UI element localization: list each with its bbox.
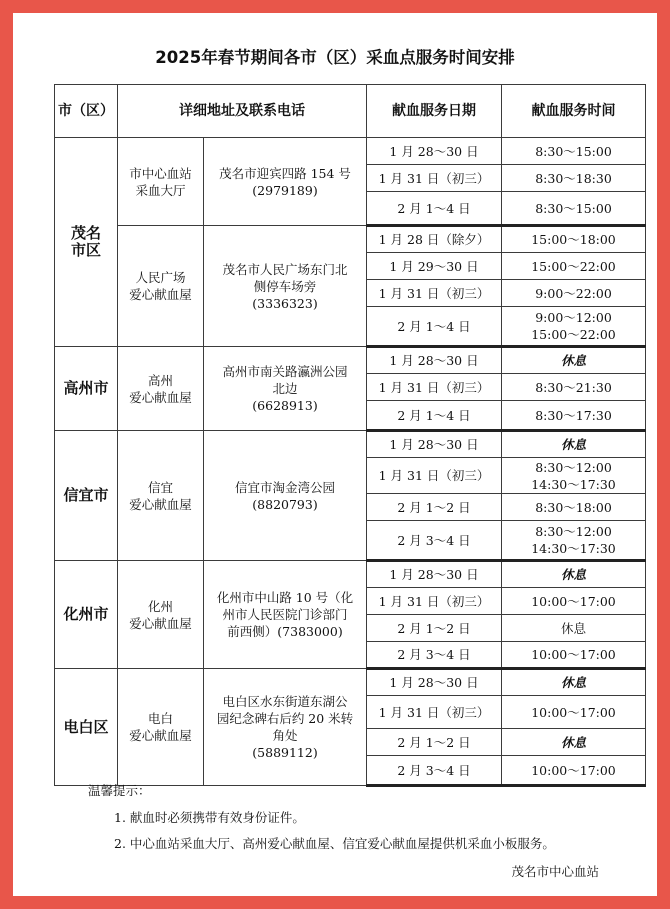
service-date: 2 月 1～4 日 — [367, 192, 502, 226]
service-date: 2 月 1～2 日 — [367, 729, 502, 756]
service-time: 8:30～18:30 — [502, 165, 646, 192]
service-date: 2 月 1～4 日 — [367, 307, 502, 347]
site-address: 高州市南关路瀛洲公园 北边 (6628913) — [204, 347, 367, 431]
service-date: 1 月 29～30 日 — [367, 253, 502, 280]
site-address: 信宜市淘金湾公园 (8820793) — [204, 431, 367, 561]
service-date: 1 月 28～30 日 — [367, 561, 502, 588]
site-name: 电白 爱心献血屋 — [118, 669, 204, 786]
site-name: 高州 爱心献血屋 — [118, 347, 204, 431]
service-time: 休息 — [502, 561, 646, 588]
service-date: 2 月 1～2 日 — [367, 494, 502, 521]
service-date: 1 月 28～30 日 — [367, 431, 502, 458]
table-header-row — [55, 85, 646, 138]
service-time: 休息 — [502, 431, 646, 458]
service-date: 2 月 3～4 日 — [367, 642, 502, 669]
site-address: 茂名市迎宾四路 154 号 (2979189) — [204, 138, 367, 226]
site-name: 信宜 爱心献血屋 — [118, 431, 204, 561]
service-time: 休息 — [502, 615, 646, 642]
header-city: 市（区） — [55, 85, 118, 138]
city-maoming: 茂名 市区 — [55, 138, 118, 347]
site-name: 市中心血站 采血大厅 — [118, 138, 204, 226]
site-name: 化州 爱心献血屋 — [118, 561, 204, 669]
service-time: 8:30～18:00 — [502, 494, 646, 521]
service-time: 10:00～17:00 — [502, 756, 646, 786]
service-date: 1 月 31 日（初三） — [367, 374, 502, 401]
site-address: 茂名市人民广场东门北 侧停车场旁 (3336323) — [204, 226, 367, 347]
table-row — [55, 431, 646, 458]
signature: 茂名市中心血站 — [511, 864, 599, 879]
service-time: 8:30～17:30 — [502, 401, 646, 431]
service-date: 1 月 31 日（初三） — [367, 588, 502, 615]
service-date: 1 月 31 日（初三） — [367, 280, 502, 307]
header-date: 献血服务日期 — [367, 85, 502, 138]
tip-item-1: 1. 献血时必须携带有效身份证件。 — [114, 810, 305, 825]
table-row — [55, 226, 646, 253]
service-time: 8:30～21:30 — [502, 374, 646, 401]
service-date: 1 月 28～30 日 — [367, 669, 502, 696]
header-address: 详细地址及联系电话 — [118, 85, 367, 138]
table-row — [55, 561, 646, 588]
service-time: 8:30～12:00 14:30～17:30 — [502, 458, 646, 494]
site-name: 人民广场 爱心献血屋 — [118, 226, 204, 347]
service-time: 休息 — [502, 669, 646, 696]
service-time: 10:00～17:00 — [502, 588, 646, 615]
service-date: 2 月 1～2 日 — [367, 615, 502, 642]
schedule-table — [54, 84, 646, 787]
city-gaozhou: 高州市 — [55, 347, 118, 431]
tip-item-2: 2. 中心血站采血大厅、高州爱心献血屋、信宜爱心献血屋提供机采血小板服务。 — [114, 836, 555, 851]
table-row — [55, 138, 646, 165]
service-time: 8:30～15:00 — [502, 192, 646, 226]
service-date: 2 月 3～4 日 — [367, 756, 502, 786]
service-date: 1 月 28 日（除夕） — [367, 226, 502, 253]
service-time: 9:00～22:00 — [502, 280, 646, 307]
service-time: 10:00～17:00 — [502, 696, 646, 729]
service-time: 休息 — [502, 347, 646, 374]
schedule-body — [55, 138, 646, 786]
service-time: 8:30～12:00 14:30～17:30 — [502, 521, 646, 561]
service-time: 8:30～15:00 — [502, 138, 646, 165]
tips-title: 温馨提示： — [88, 783, 151, 798]
document-title: 2025年春节期间各市（区）采血点服务时间安排 — [155, 48, 515, 67]
service-time: 10:00～17:00 — [502, 642, 646, 669]
service-time: 9:00～12:00 15:00～22:00 — [502, 307, 646, 347]
site-address: 化州市中山路 10 号（化 州市人民医院门诊部门 前西侧）(7383000) — [204, 561, 367, 669]
city-xinyi: 信宜市 — [55, 431, 118, 561]
service-date: 1 月 31 日（初三） — [367, 696, 502, 729]
site-address: 电白区水东街道东湖公 园纪念碑右后约 20 米转 角处 (5889112) — [204, 669, 367, 786]
service-time: 15:00～22:00 — [502, 253, 646, 280]
document-page — [13, 13, 657, 896]
table-row — [55, 347, 646, 374]
service-date: 1 月 31 日（初三） — [367, 165, 502, 192]
tips-section — [88, 781, 555, 860]
service-date: 1 月 31 日（初三） — [367, 458, 502, 494]
city-huazhou: 化州市 — [55, 561, 118, 669]
service-time: 休息 — [502, 729, 646, 756]
service-date: 2 月 1～4 日 — [367, 401, 502, 431]
service-date: 2 月 3～4 日 — [367, 521, 502, 561]
table-row — [55, 669, 646, 696]
service-date: 1 月 28～30 日 — [367, 347, 502, 374]
service-time: 15:00～18:00 — [502, 226, 646, 253]
service-date: 1 月 28～30 日 — [367, 138, 502, 165]
city-dianbai: 电白区 — [55, 669, 118, 786]
header-time: 献血服务时间 — [502, 85, 646, 138]
